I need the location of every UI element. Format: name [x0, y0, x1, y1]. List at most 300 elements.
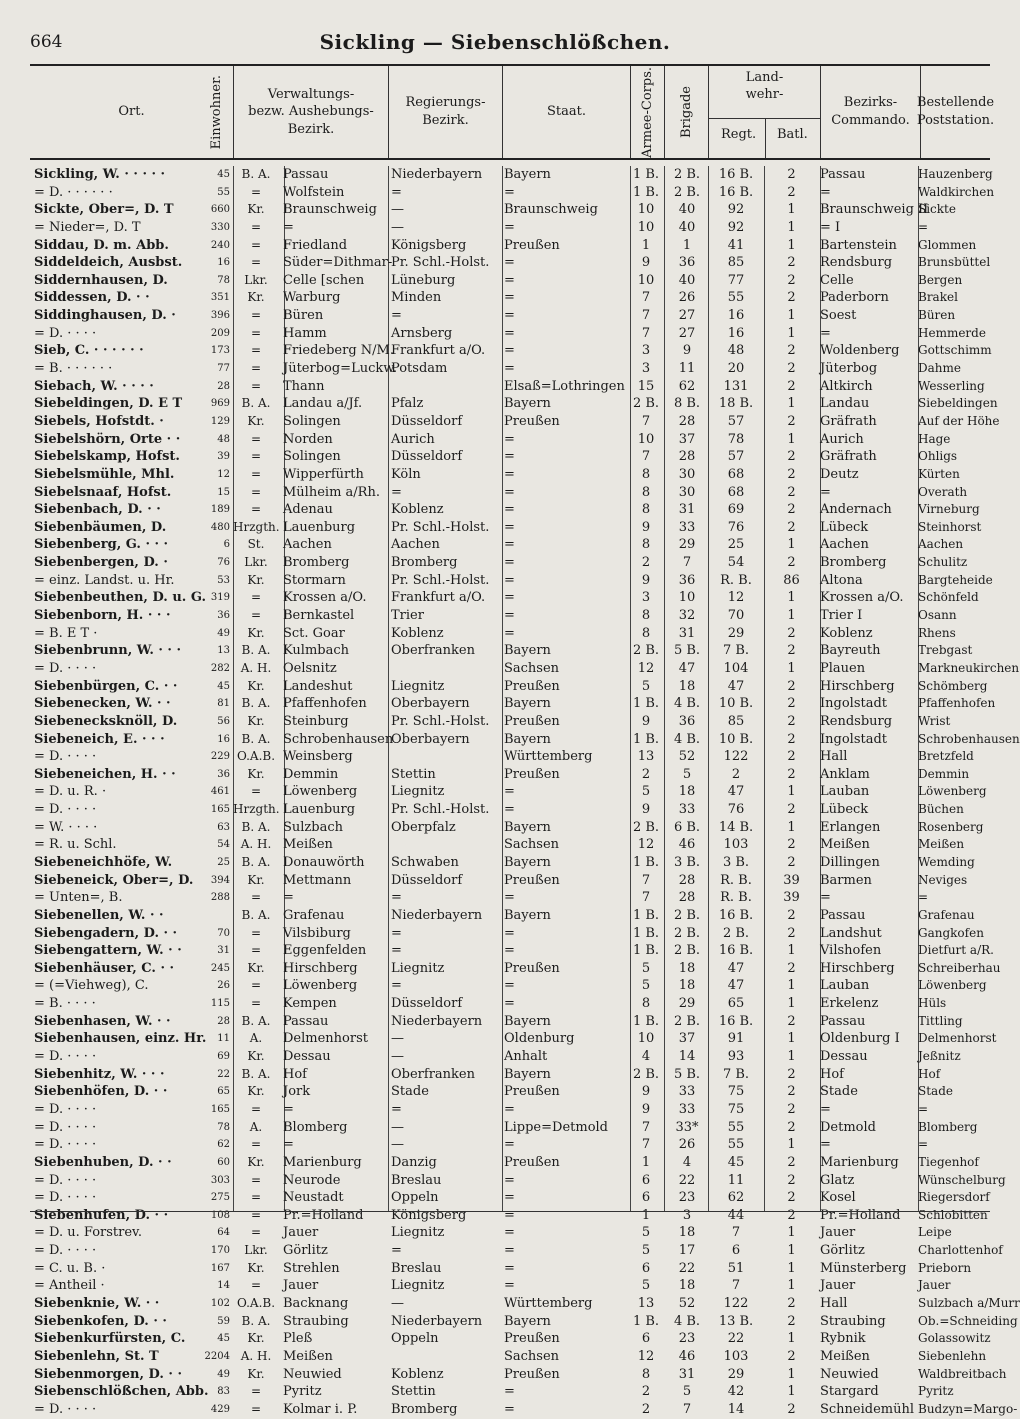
col-staat-label: Staat.	[547, 104, 586, 120]
ort-cell: Siebenbergen, D. ·	[34, 555, 168, 571]
armee-corps-cell: 1 B.	[632, 925, 660, 941]
poststation-cell: Löwenberg	[918, 784, 987, 799]
brigade-cell: 18	[678, 784, 696, 800]
brigade-cell: 14	[678, 1049, 696, 1065]
brigade-cell: 22	[678, 1172, 696, 1188]
landwehr-bataillon-cell: 1	[787, 1243, 796, 1259]
einwohner-cell: 351	[210, 292, 230, 304]
verwaltung-bezirk-cell: Hamm	[283, 325, 327, 341]
verwaltung-type-cell: =	[250, 431, 262, 446]
brigade-cell: 4 B.	[673, 696, 701, 712]
einwohner-cell: 28	[217, 380, 230, 392]
bezirkskommando-cell: Soest	[820, 308, 857, 324]
landwehr-regiment-cell: 85	[727, 255, 745, 271]
verwaltung-type-cell: Lkr.	[244, 272, 268, 287]
bezirkskommando-cell: Aurich	[820, 431, 864, 447]
regierungsbezirk-cell: Bromberg	[391, 555, 458, 571]
poststation-cell: =	[918, 1137, 929, 1152]
verwaltung-type-cell: =	[250, 343, 262, 358]
page-number: 664	[30, 32, 63, 52]
verwaltung-type-cell: A.	[249, 1031, 263, 1046]
brigade-cell: 2 B.	[673, 1013, 701, 1029]
poststation-cell: Budzyn=Margo-	[918, 1401, 1018, 1416]
table-row	[30, 995, 990, 1013]
bezirkskommando-cell: Görlitz	[820, 1243, 865, 1259]
armee-corps-cell: 12	[637, 837, 655, 853]
table-row	[30, 889, 990, 907]
verwaltung-type-cell: =	[250, 219, 262, 234]
table-row	[30, 1189, 990, 1207]
einwohner-cell: 45	[217, 1333, 230, 1345]
armee-corps-cell: 1 B.	[632, 731, 660, 747]
poststation-cell: Tiegenhof	[918, 1154, 979, 1169]
landwehr-regiment-cell: 55	[727, 1137, 745, 1153]
ort-cell: = D. u. Forstrev.	[34, 1225, 142, 1241]
brigade-cell: 4	[682, 1154, 692, 1170]
einwohner-cell: 83	[217, 1386, 230, 1398]
verwaltung-type-cell: Kr.	[247, 625, 265, 640]
staat-cell: =	[504, 1190, 515, 1206]
ort-cell: Siebenbach, D. · ·	[34, 502, 161, 518]
regierungsbezirk-cell: Köln	[391, 466, 421, 482]
ort-cell: Siddernhausen, D.	[34, 272, 168, 288]
einwohner-cell: 6	[223, 539, 230, 551]
regierungsbezirk-cell: Bromberg	[391, 1401, 458, 1417]
verwaltung-bezirk-cell: Strehlen	[283, 1260, 340, 1276]
regierungsbezirk-cell: Minden	[391, 290, 442, 306]
brigade-cell: 5	[682, 1384, 692, 1400]
table-row	[30, 1030, 997, 1048]
poststation-cell: Demmin	[918, 766, 970, 781]
landwehr-regiment-cell: 51	[727, 1260, 745, 1276]
bezirkskommando-cell: =	[820, 1137, 831, 1153]
einwohner-cell: 102	[210, 1298, 230, 1309]
regierungsbezirk-cell: Oberpfalz	[391, 819, 456, 835]
poststation-cell: Aachen	[918, 537, 964, 552]
col-verwaltung-line2: bezw. Aushebungs-	[248, 104, 374, 120]
brigade-cell: 52	[678, 749, 696, 765]
verwaltung-type-cell: B. A.	[241, 731, 271, 746]
bezirkskommando-cell: Kosel	[820, 1190, 856, 1206]
verwaltung-bezirk-cell: Mülheim a/Rh.	[283, 484, 380, 500]
verwaltung-type-cell: Kr.	[247, 202, 265, 217]
brigade-cell: 5	[682, 766, 692, 782]
staat-cell: =	[504, 1401, 515, 1417]
poststation-cell: Schlobitten	[918, 1207, 988, 1222]
col-verwaltung-line3: Bezirk.	[287, 121, 335, 137]
staat-cell: =	[504, 219, 515, 235]
regierungsbezirk-cell: =	[391, 484, 402, 500]
poststation-cell: Charlottenhof	[918, 1243, 1003, 1258]
einwohner-cell: 229	[210, 751, 230, 763]
landwehr-regiment-cell: R. B.	[720, 890, 752, 906]
landwehr-regiment-cell: 122	[723, 1296, 749, 1311]
verwaltung-type-cell: =	[250, 1190, 262, 1205]
bezirkskommando-cell: Rendsburg	[820, 255, 893, 271]
ort-cell: = D. · · · ·	[34, 1190, 97, 1206]
bezirkskommando-cell: Passau	[820, 1013, 866, 1029]
page-title: Sickling — Siebenschlößchen.	[319, 30, 671, 54]
einwohner-cell: 53	[217, 574, 230, 586]
landwehr-regiment-cell: 48	[727, 343, 745, 359]
armee-corps-cell: 3	[641, 590, 651, 606]
bezirkskommando-cell: Barmen	[820, 872, 872, 888]
poststation-cell: Rosenberg	[918, 819, 984, 834]
verwaltung-type-cell: =	[250, 1278, 262, 1293]
poststation-cell: Waldkirchen	[918, 184, 995, 199]
poststation-cell: Jeßnitz	[918, 1049, 961, 1064]
poststation-cell: Siebeldingen	[918, 396, 998, 411]
ort-cell: = Unten=, B.	[34, 890, 123, 906]
landwehr-regiment-cell: 29	[727, 625, 745, 641]
table-row	[30, 1048, 990, 1066]
brigade-cell: 29	[678, 537, 696, 553]
ort-cell: Sickling, W. · · · · ·	[34, 167, 166, 182]
verwaltung-type-cell: =	[250, 1225, 262, 1240]
landwehr-regiment-cell: 69	[727, 502, 745, 518]
regierungsbezirk-cell: —	[391, 1137, 404, 1153]
col-post-line1: Bestellende	[916, 95, 995, 111]
landwehr-regiment-cell: 7	[731, 1225, 741, 1241]
regierungsbezirk-cell: Oppeln	[391, 1331, 439, 1347]
brigade-cell: 37	[678, 431, 696, 447]
verwaltung-type-cell: Kr.	[247, 1366, 265, 1381]
bezirkskommando-cell: Ingolstadt	[820, 696, 888, 712]
verwaltung-bezirk-cell: Jauer	[283, 1278, 319, 1294]
regierungsbezirk-cell: Pr. Schl.-Holst.	[391, 802, 490, 818]
armee-corps-cell: 5	[641, 784, 651, 800]
brigade-cell: 31	[678, 502, 696, 518]
staat-cell: Bayern	[504, 1066, 551, 1082]
regierungsbezirk-cell: Königsberg	[391, 1207, 467, 1223]
brigade-cell: 30	[678, 484, 696, 500]
poststation-cell: Bargteheide	[918, 572, 993, 587]
table-row	[30, 836, 990, 854]
regierungsbezirk-cell: =	[391, 943, 402, 959]
verwaltung-bezirk-cell: Pyritz	[283, 1384, 322, 1400]
ort-cell: Siebenberg, G. · · ·	[34, 537, 169, 553]
table-row	[30, 501, 990, 519]
staat-cell: =	[504, 519, 515, 535]
col-batl-label: Batl.	[777, 127, 808, 142]
brigade-cell: 32	[678, 608, 696, 624]
poststation-cell: Prieborn	[918, 1260, 972, 1275]
einwohner-cell: 480	[210, 521, 230, 533]
verwaltung-bezirk-cell: Neuwied	[283, 1366, 342, 1382]
verwaltung-type-cell: A. H.	[240, 1348, 272, 1363]
landwehr-regiment-cell: 13 B.	[718, 1313, 754, 1329]
ort-cell: Siebenschlößchen, Abb.	[34, 1384, 209, 1400]
landwehr-bataillon-cell: 2	[787, 1101, 796, 1117]
landwehr-bataillon-cell: 1	[787, 819, 796, 835]
armee-corps-cell: 10	[637, 272, 655, 288]
armee-corps-cell: 1	[641, 1154, 651, 1170]
regierungsbezirk-cell: Stettin	[391, 766, 436, 782]
poststation-cell: Steinhorst	[918, 519, 982, 534]
ort-cell: = D. · · · ·	[34, 660, 97, 676]
ort-cell: Siebenhöfen, D. · ·	[34, 1084, 168, 1100]
verwaltung-bezirk-cell: Schrobenhausen	[283, 731, 394, 747]
landwehr-regiment-cell: 92	[727, 202, 745, 218]
staat-cell: Württemberg	[504, 1296, 593, 1311]
verwaltung-type-cell: Kr.	[247, 1331, 265, 1346]
landwehr-bataillon-cell: 2	[787, 1119, 796, 1135]
ort-cell: Siebeneichen, H. · ·	[34, 766, 176, 782]
brigade-cell: 36	[678, 572, 696, 588]
armee-corps-cell: 2	[641, 1384, 651, 1400]
landwehr-bataillon-cell: 2	[787, 678, 796, 694]
regierungsbezirk-cell: Liegnitz	[391, 960, 445, 976]
verwaltung-type-cell: =	[250, 1101, 262, 1116]
col-einwohner-label: Einwohner.	[208, 74, 224, 150]
brigade-cell: 18	[678, 978, 696, 994]
verwaltung-type-cell: =	[250, 184, 262, 199]
brigade-cell: 6 B.	[673, 819, 701, 835]
bezirkskommando-cell: Dillingen	[820, 854, 880, 870]
armee-corps-cell: 1 B.	[632, 907, 660, 923]
landwehr-bataillon-cell: 2	[787, 731, 796, 747]
verwaltung-type-cell: Kr.	[247, 766, 265, 781]
armee-corps-cell: 8	[641, 466, 651, 482]
einwohner-cell: 36	[217, 610, 230, 622]
staat-cell: Württemberg	[504, 749, 593, 765]
staat-cell: =	[504, 978, 515, 994]
landwehr-regiment-cell: 2	[731, 766, 741, 782]
poststation-cell: Brakel	[918, 290, 958, 305]
verwaltung-type-cell: A.	[249, 1119, 263, 1134]
einwohner-cell: 55	[217, 186, 230, 198]
regierungsbezirk-cell: Liegnitz	[391, 678, 445, 694]
staat-cell: Preußen	[504, 960, 560, 976]
verwaltung-bezirk-cell: Steinburg	[283, 713, 349, 729]
brigade-cell: 18	[678, 960, 696, 976]
table-row	[30, 519, 990, 537]
table-body	[30, 166, 1020, 1418]
verwaltung-bezirk-cell: Kulmbach	[283, 643, 350, 659]
staat-cell: =	[504, 784, 515, 800]
staat-cell: =	[504, 308, 515, 324]
regierungsbezirk-cell: —	[391, 202, 404, 218]
landwehr-regiment-cell: 18 B.	[718, 396, 754, 412]
regierungsbezirk-cell: Pr. Schl.-Holst.	[391, 255, 490, 271]
bezirkskommando-cell: Marienburg	[820, 1154, 899, 1170]
staat-cell: =	[504, 290, 515, 306]
brigade-cell: 2 B.	[673, 907, 701, 923]
table-row	[30, 1119, 990, 1137]
bezirkskommando-cell: Ingolstadt	[820, 731, 888, 747]
einwohner-cell: 165	[210, 804, 230, 816]
landwehr-bataillon-cell: 1	[787, 1331, 796, 1347]
armee-corps-cell: 1 B.	[632, 167, 660, 182]
table-row	[30, 942, 994, 960]
armee-corps-cell: 2 B.	[632, 819, 660, 835]
table-row	[30, 589, 990, 607]
einwohner-cell: 36	[217, 768, 230, 780]
ort-cell: = einz. Landst. u. Hr.	[34, 572, 175, 588]
einwohner-cell: 45	[217, 169, 230, 180]
staat-cell: =	[504, 466, 515, 482]
bezirkskommando-cell: Aachen	[820, 537, 869, 553]
verwaltung-type-cell: Kr.	[247, 1084, 265, 1099]
verwaltung-type-cell: Kr.	[247, 1260, 265, 1275]
verwaltung-bezirk-cell: Friedeberg N/M.	[283, 343, 394, 359]
verwaltung-bezirk-cell: Solingen	[283, 413, 341, 429]
table-row	[30, 1083, 990, 1101]
regierungsbezirk-cell: =	[391, 1243, 402, 1259]
verwaltung-bezirk-cell: Braunschweig	[283, 202, 377, 218]
armee-corps-cell: 10	[637, 431, 655, 447]
verwaltung-type-cell: Hrzgth.	[233, 802, 280, 817]
verwaltung-bezirk-cell: Norden	[283, 431, 333, 447]
brigade-cell: 4 B.	[673, 731, 701, 747]
regierungsbezirk-cell: Stettin	[391, 1384, 436, 1400]
einwohner-cell: 25	[217, 856, 230, 868]
regierungsbezirk-cell: =	[391, 1101, 402, 1117]
landwehr-bataillon-cell: 2	[787, 643, 796, 659]
verwaltung-bezirk-cell: Warburg	[283, 290, 341, 306]
table-row	[30, 289, 990, 307]
staat-cell: =	[504, 1278, 515, 1294]
col-verwaltung	[233, 66, 388, 158]
poststation-cell: Osann	[918, 608, 957, 623]
poststation-cell: Ob.=Schneiding	[918, 1313, 1018, 1328]
staat-cell: =	[504, 943, 515, 959]
einwohner-cell: 167	[210, 1262, 230, 1274]
bezirkskommando-cell: Hof	[820, 1066, 844, 1082]
armee-corps-cell: 2	[641, 555, 651, 571]
einwohner-cell: 49	[217, 1368, 230, 1380]
bezirkskommando-cell: Erlangen	[820, 819, 881, 835]
staat-cell: =	[504, 572, 515, 588]
staat-cell: Lippe=Detmold	[504, 1119, 608, 1135]
verwaltung-type-cell: =	[250, 943, 262, 958]
landwehr-regiment-cell: 16 B.	[718, 167, 754, 182]
bezirkskommando-cell: Dessau	[820, 1049, 868, 1065]
brigade-cell: 3	[682, 1207, 692, 1223]
verwaltung-bezirk-cell: Neustadt	[283, 1190, 344, 1206]
einwohner-cell: 78	[217, 1121, 230, 1133]
landwehr-bataillon-cell: 2	[787, 519, 796, 535]
landwehr-regiment-cell: 103	[723, 837, 749, 853]
landwehr-regiment-cell: 11	[727, 1172, 745, 1188]
armee-corps-cell: 8	[641, 608, 651, 624]
bezirkskommando-cell: Meißen	[820, 837, 870, 853]
ort-cell: Siebelshörn, Orte · ·	[34, 431, 181, 447]
staat-cell: Anhalt	[504, 1049, 548, 1065]
verwaltung-bezirk-cell: =	[283, 1101, 294, 1117]
poststation-cell: Pyritz	[918, 1384, 954, 1399]
bezirkskommando-cell: =	[820, 325, 831, 341]
poststation-cell: Schreiberhau	[918, 960, 1001, 975]
staat-cell: =	[504, 1225, 515, 1241]
landwehr-regiment-cell: 7 B.	[722, 1066, 750, 1082]
landwehr-regiment-cell: 41	[727, 237, 745, 253]
ort-cell: Siebelskamp, Hofst.	[34, 449, 180, 465]
landwehr-regiment-cell: 47	[727, 784, 745, 800]
ort-cell: = D. · · · · · ·	[34, 184, 113, 200]
bezirkskommando-cell: Lauban	[820, 978, 870, 994]
landwehr-regiment-cell: 16 B.	[718, 1013, 754, 1029]
verwaltung-bezirk-cell: Hirschberg	[283, 960, 358, 976]
landwehr-regiment-cell: 22	[727, 1331, 745, 1347]
staat-cell: =	[504, 1243, 515, 1259]
table-row	[30, 219, 990, 237]
armee-corps-cell: 6	[641, 1172, 651, 1188]
ort-cell: Siebenhufen, D. · ·	[34, 1207, 169, 1223]
ort-cell: Siebenecken, W. · ·	[34, 696, 171, 712]
verwaltung-type-cell: Kr.	[247, 678, 265, 693]
verwaltung-type-cell: B. A.	[241, 854, 271, 869]
armee-corps-cell: 13	[637, 749, 655, 765]
brigade-cell: 27	[678, 325, 696, 341]
regierungsbezirk-cell: Königsberg	[391, 237, 467, 253]
poststation-cell: Kürten	[918, 466, 960, 481]
verwaltung-bezirk-cell: Görlitz	[283, 1243, 328, 1259]
einwohner-cell: 461	[210, 786, 230, 798]
staat-cell: Oldenburg	[504, 1031, 575, 1047]
verwaltung-bezirk-cell: Jüterbog=Luckw.	[283, 361, 397, 377]
armee-corps-cell: 7	[641, 1137, 651, 1153]
ort-cell: = D. · · · ·	[34, 1172, 97, 1188]
landwehr-regiment-cell: 122	[723, 749, 749, 765]
einwohner-cell: 76	[217, 557, 230, 569]
col-brigade-label: Brigade	[678, 85, 694, 138]
bezirkskommando-cell: Landshut	[820, 925, 882, 941]
table-row	[30, 1366, 1007, 1384]
landwehr-bataillon-cell: 1	[787, 996, 796, 1012]
armee-corps-cell: 5	[641, 960, 651, 976]
armee-corps-cell: 15	[637, 378, 655, 394]
verwaltung-bezirk-cell: Aachen	[283, 537, 332, 553]
landwehr-regiment-cell: 92	[727, 219, 745, 235]
table-row	[30, 642, 990, 660]
armee-corps-cell: 4	[641, 1049, 651, 1065]
col-einwohner	[200, 66, 233, 158]
landwehr-bataillon-cell: 86	[783, 572, 800, 588]
brigade-cell: 30	[678, 466, 696, 482]
ort-cell: Siddeldeich, Ausbst.	[34, 255, 183, 271]
table-row	[30, 1154, 990, 1172]
table-row	[30, 960, 1001, 978]
landwehr-bataillon-cell: 2	[787, 696, 796, 712]
poststation-cell: Tittling	[918, 1013, 963, 1028]
bezirkskommando-cell: Altona	[820, 572, 863, 588]
poststation-cell: Overath	[918, 484, 968, 499]
verwaltung-type-cell: =	[250, 484, 262, 499]
landwehr-bataillon-cell: 2	[787, 502, 796, 518]
einwohner-cell: 15	[217, 486, 230, 498]
einwohner-cell: 45	[217, 680, 230, 692]
verwaltung-type-cell: =	[250, 608, 262, 623]
bezirkskommando-cell: Altkirch	[820, 378, 873, 394]
regierungsbezirk-cell: Düsseldorf	[391, 449, 463, 465]
regierungsbezirk-cell: Pfalz	[391, 396, 424, 412]
staat-cell: =	[504, 925, 515, 941]
ort-cell: Siebenhitz, W. · · ·	[34, 1066, 165, 1082]
armee-corps-cell: 1 B.	[632, 184, 660, 200]
verwaltung-bezirk-cell: Weinsberg	[283, 749, 353, 765]
verwaltung-type-cell: =	[250, 784, 262, 799]
regierungsbezirk-cell: Trier	[391, 608, 424, 624]
brigade-cell: 33*	[675, 1119, 699, 1135]
landwehr-regiment-cell: 55	[727, 1119, 745, 1135]
verwaltung-bezirk-cell: Krossen a/O.	[283, 590, 367, 606]
verwaltung-bezirk-cell: Bromberg	[283, 555, 350, 571]
staat-cell: Preußen	[504, 413, 560, 429]
table-row	[30, 395, 998, 413]
landwehr-bataillon-cell: 1	[787, 1260, 796, 1276]
verwaltung-type-cell: =	[250, 1401, 262, 1416]
